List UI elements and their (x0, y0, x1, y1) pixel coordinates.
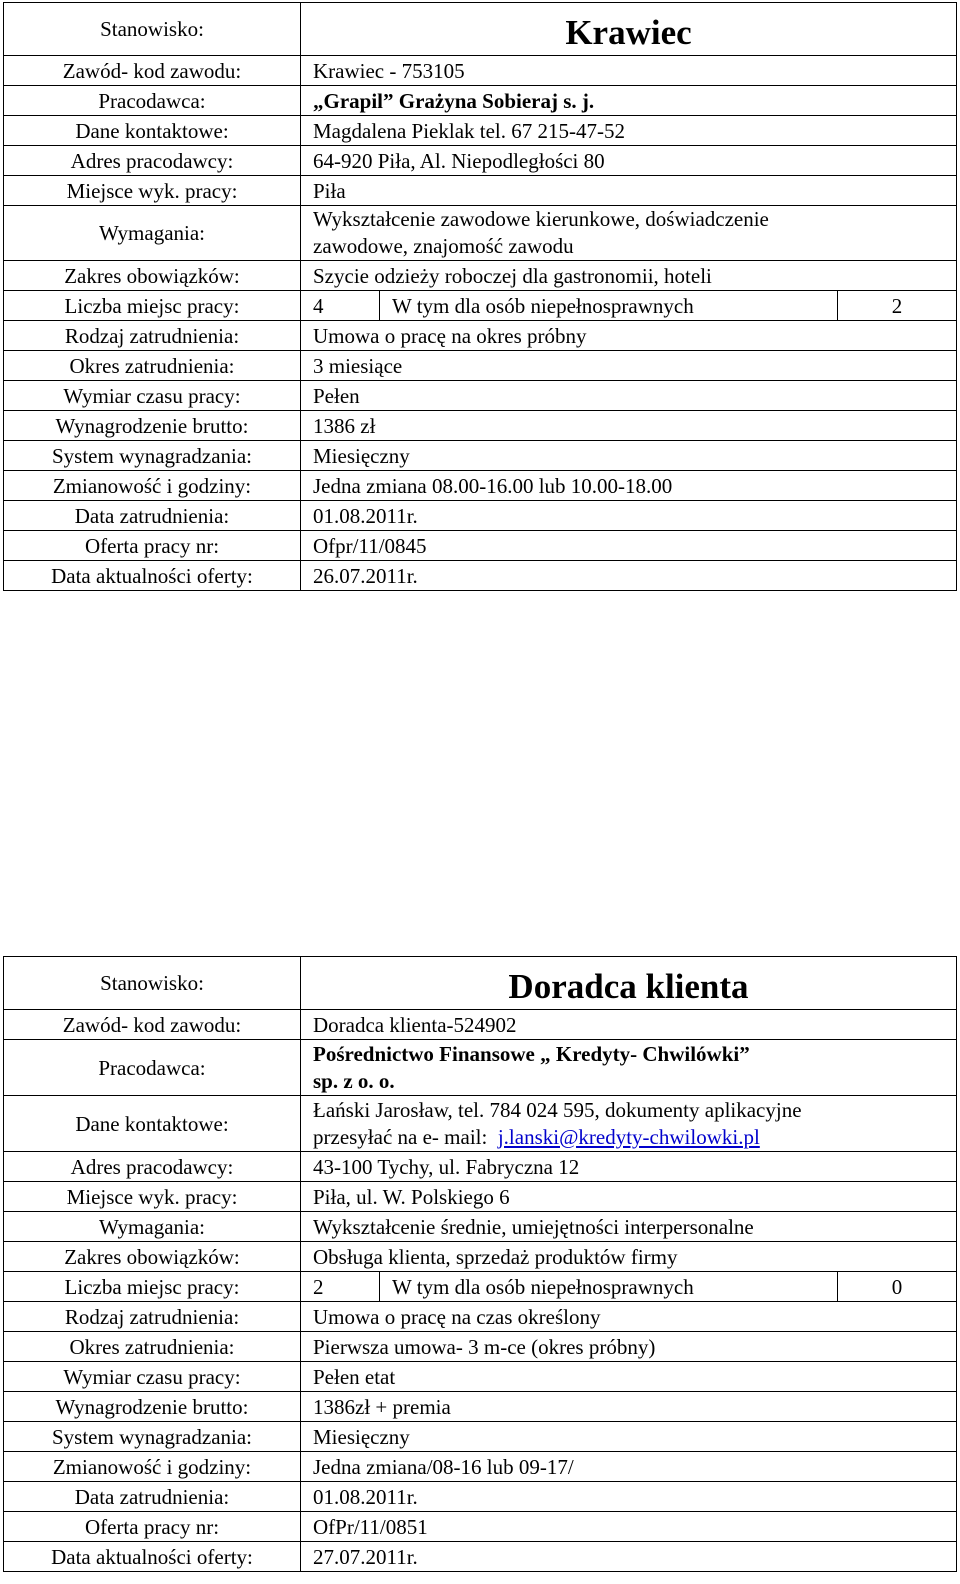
positions-subtable (301, 291, 956, 320)
row-label: Pracodawca: (4, 86, 301, 116)
table-row (4, 56, 957, 86)
table-row (4, 1452, 957, 1482)
row-label: Zawód- kod zawodu: (4, 56, 301, 86)
table-row (4, 1040, 957, 1096)
table-row (4, 1212, 957, 1242)
row-value: 64-920 Piła, Al. Niepodległości 80 (301, 146, 957, 176)
row-label: Wymiar czasu pracy: (4, 381, 301, 411)
job-offer-table-doradca (3, 956, 957, 1572)
table-row (4, 351, 957, 381)
row-value-line: Łański Jarosław, tel. 784 024 595, dokumenty aplikacyjne (313, 1097, 802, 1122)
row-label: Data aktualności oferty: (4, 1542, 301, 1572)
row-label: Wymagania: (4, 206, 301, 261)
row-value: Miesięczny (301, 441, 957, 471)
job-offer-table-krawiec (3, 2, 957, 591)
table-row (4, 1392, 957, 1422)
table-row (4, 441, 957, 471)
table-row (4, 1010, 957, 1040)
table-row (4, 1362, 957, 1392)
table-row (4, 957, 957, 1010)
row-value (301, 206, 957, 261)
row-label: Liczba miejsc pracy: (4, 1272, 301, 1302)
row-value: Doradca klienta-524902 (301, 1010, 957, 1040)
row-label: Okres zatrudnienia: (4, 1332, 301, 1362)
positions-cell (301, 1272, 957, 1302)
job-title: Krawiec (301, 3, 957, 56)
stanowisko-label: Stanowisko: (4, 3, 301, 56)
disabled-positions-count: 0 (891, 1274, 903, 1299)
row-value: 43-100 Tychy, ul. Fabryczna 12 (301, 1152, 957, 1182)
email-prefix: przesyłać na e- mail: (313, 1124, 488, 1149)
row-label: Adres pracodawcy: (4, 1152, 301, 1182)
row-label: Adres pracodawcy: (4, 146, 301, 176)
row-value: 01.08.2011r. (301, 501, 957, 531)
employer-name (301, 1040, 957, 1096)
email-link[interactable]: j.lanski@kredyty-chwilowki.pl (497, 1124, 760, 1149)
table-row (4, 1242, 957, 1272)
table-row (4, 86, 957, 116)
table-row (4, 1422, 957, 1452)
row-label: Data zatrudnienia: (4, 1482, 301, 1512)
row-label: Okres zatrudnienia: (4, 351, 301, 381)
row-label: Zawód- kod zawodu: (4, 1010, 301, 1040)
row-value: 3 miesiące (301, 351, 957, 381)
positions-count: 2 (313, 1274, 324, 1299)
table-row (4, 411, 957, 441)
row-label: Rodzaj zatrudnienia: (4, 1302, 301, 1332)
positions-cell (301, 291, 957, 321)
table-row (4, 501, 957, 531)
row-label: Rodzaj zatrudnienia: (4, 321, 301, 351)
row-value: Obsługa klienta, sprzedaż produktów firmy (301, 1242, 957, 1272)
row-value: Krawiec - 753105 (301, 56, 957, 86)
row-label: Oferta pracy nr: (4, 1512, 301, 1542)
row-value: Pełen (301, 381, 957, 411)
row-label: Wynagrodzenie brutto: (4, 411, 301, 441)
job-title: Doradca klienta (301, 957, 957, 1010)
table-row (4, 176, 957, 206)
row-value: 1386 zł (301, 411, 957, 441)
table-row (4, 1096, 957, 1152)
table-row (4, 1182, 957, 1212)
table-row (4, 146, 957, 176)
row-label: Wymiar czasu pracy: (4, 1362, 301, 1392)
row-value-line: sp. z o. o. (313, 1068, 395, 1093)
row-value: Szycie odzieży roboczej dla gastronomii, hoteli (301, 261, 957, 291)
row-label: Miejsce wyk. pracy: (4, 1182, 301, 1212)
row-label: System wynagradzania: (4, 1422, 301, 1452)
disabled-positions-label: W tym dla osób niepełnosprawnych (380, 291, 838, 320)
row-label: Data aktualności oferty: (4, 561, 301, 591)
row-label: Pracodawca: (4, 1040, 301, 1096)
table-row (4, 1482, 957, 1512)
row-value: Umowa o pracę na okres próbny (301, 321, 957, 351)
table-row (4, 1542, 957, 1572)
row-label: Dane kontaktowe: (4, 116, 301, 146)
table-row (4, 381, 957, 411)
row-value: Pełen etat (301, 1362, 957, 1392)
row-value: 26.07.2011r. (301, 561, 957, 591)
row-value: Pierwsza umowa- 3 m-ce (okres próbny) (301, 1332, 957, 1362)
row-label: Oferta pracy nr: (4, 531, 301, 561)
table-row (4, 206, 957, 261)
row-value: Umowa o pracę na czas określony (301, 1302, 957, 1332)
row-value-line (313, 1124, 956, 1151)
row-value: 27.07.2011r. (301, 1542, 957, 1572)
row-value-line: Pośrednictwo Finansowe „ Kredyty- Chwilówki” (313, 1041, 750, 1066)
row-value: OfPr/11/0851 (301, 1512, 957, 1542)
table-row (4, 321, 957, 351)
row-value: Piła, ul. W. Polskiego 6 (301, 1182, 957, 1212)
table-row (4, 1332, 957, 1362)
table-row (4, 291, 957, 321)
row-label: Data zatrudnienia: (4, 501, 301, 531)
table-row (4, 471, 957, 501)
row-value: Miesięczny (301, 1422, 957, 1452)
row-label: Zakres obowiązków: (4, 261, 301, 291)
table-row (4, 3, 957, 56)
row-value: Magdalena Pieklak tel. 67 215-47-52 (301, 116, 957, 146)
row-value (301, 1096, 957, 1152)
row-value-line: zawodowe, znajomość zawodu (313, 234, 574, 258)
disabled-positions-count: 2 (891, 293, 903, 318)
row-label: Dane kontaktowe: (4, 1096, 301, 1152)
row-label: Wymagania: (4, 1212, 301, 1242)
row-value: Jedna zmiana/08-16 lub 09-17/ (301, 1452, 957, 1482)
row-label: Liczba miejsc pracy: (4, 291, 301, 321)
employer-name: „Grapil” Grażyna Sobieraj s. j. (301, 86, 957, 116)
row-value: 1386zł + premia (301, 1392, 957, 1422)
row-label: Wynagrodzenie brutto: (4, 1392, 301, 1422)
positions-count: 4 (313, 293, 324, 318)
table-row (4, 1272, 957, 1302)
stanowisko-label: Stanowisko: (4, 957, 301, 1010)
table-row (4, 1152, 957, 1182)
disabled-positions-label: W tym dla osób niepełnosprawnych (380, 1272, 838, 1301)
row-value: Jedna zmiana 08.00-16.00 lub 10.00-18.00 (301, 471, 957, 501)
table-row (4, 531, 957, 561)
row-label: System wynagradzania: (4, 441, 301, 471)
row-value: 01.08.2011r. (301, 1482, 957, 1512)
table-row (4, 1302, 957, 1332)
row-value-line: Wykształcenie zawodowe kierunkowe, doświadczenie (313, 207, 769, 231)
row-value: Ofpr/11/0845 (301, 531, 957, 561)
row-label: Miejsce wyk. pracy: (4, 176, 301, 206)
positions-subtable (301, 1272, 956, 1301)
row-value: Piła (301, 176, 957, 206)
row-label: Zmianowość i godziny: (4, 1452, 301, 1482)
row-label: Zakres obowiązków: (4, 1242, 301, 1272)
table-row (4, 116, 957, 146)
table-row (4, 1512, 957, 1542)
table-row (4, 261, 957, 291)
row-value: Wykształcenie średnie, umiejętności interpersonalne (301, 1212, 957, 1242)
row-label: Zmianowość i godziny: (4, 471, 301, 501)
table-row (4, 561, 957, 591)
